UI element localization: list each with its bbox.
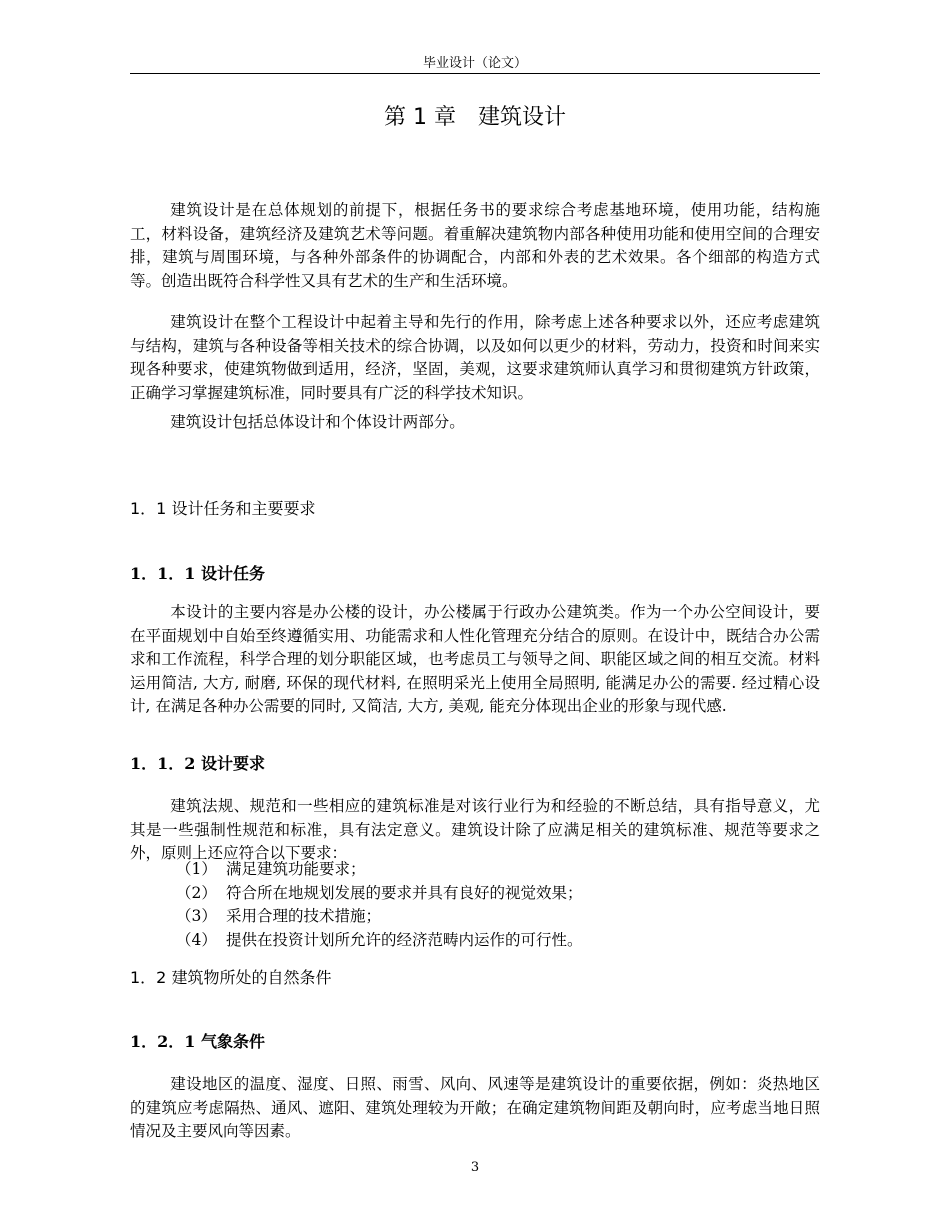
section-1-1-2-paragraph: 建筑法规、规范和一些相应的建筑标准是对该行业行为和经验的不断总结，具有指导意义，尤其是一些强制性规范和标准，具有法定意义。建筑设计除了应满足相关的建筑标准、规范等要求之外，原则上还应符合以下要求： (130, 797, 820, 862)
section-1-2-heading: 1．2 建筑物所处的自然条件 (130, 968, 332, 987)
list-item-number: （1） (176, 860, 217, 878)
list-item (176, 882, 583, 906)
header-rule (130, 73, 820, 74)
section-1-2-1-paragraph: 建设地区的温度、湿度、日照、雨雪、风向、风速等是建筑设计的重要依据，例如：炎热地区的建筑应考虑隔热、通风、遮阳、建筑处理较为开敞；在确定建筑物间距及朝向时，应考虑当地日照情况及主要风向等因素。 (130, 1075, 820, 1140)
section-1-1-heading: 1．1 设计任务和主要要求 (130, 499, 316, 518)
section-1-1-2-heading: 1．1．2 设计要求 (130, 754, 265, 773)
list-item (176, 929, 583, 953)
list-item (176, 905, 583, 929)
section-1-2-1-heading: 1．2．1 气象条件 (130, 1032, 265, 1051)
intro-paragraph-2: 建筑设计在整个工程设计中起着主导和先行的作用，除考虑上述各种要求以外，还应考虑建筑与结构，建筑与各种设备等相关技术的综合协调，以及如何以更少的材料，劳动力，投资和时间来实现各种要求，使建筑物做到适用，经济，坚固，美观，这要求建筑师认真学习和贯彻建筑方针政策，正确学习掌握建筑标准，同时要具有广泛的科学技术知识。 (130, 313, 820, 402)
list-item-text: 采用合理的技术措施； (226, 907, 382, 925)
list-item-number: （3） (176, 907, 217, 925)
intro-paragraph-1: 建筑设计是在总体规划的前提下，根据任务书的要求综合考虑基地环境，使用功能，结构施工，材料设备，建筑经济及建筑艺术等问题。着重解决建筑物内部各种使用功能和使用空间的合理安排，建筑与周围环境，与各种外部条件的协调配合，内部和外表的艺术效果。各个细部的构造方式等。创造出既符合科学性又具有艺术的生产和生活环境。 (130, 201, 820, 290)
list-item (176, 858, 583, 882)
intro-paragraph-3: 建筑设计包括总体设计和个体设计两部分。 (170, 413, 465, 431)
chapter-title: 第 1 章 建筑设计 (384, 105, 566, 130)
list-item-number: （4） (176, 930, 217, 949)
section-1-1-1-paragraph: 本设计的主要内容是办公楼的设计，办公楼属于行政办公建筑类。作为一个办公空间设计，要在平面规划中自始至终遵循实用、功能需求和人性化管理充分结合的原则。在设计中，既结合办公需求和工作流程，科学合理的划分职能区域，也考虑员工与领导之间、职能区域之间的相互交流。材料运用简洁, 大方, 耐磨, 环保的现代材料, 在照明采光上使用全局照明, 能满足办公的需要. 经过精心设计, 在满足各种办公需要的同时, 又简洁, 大方, 美观, 能充分体现出企业的形象与现代感. (130, 603, 820, 715)
page-number: 3 (470, 1160, 480, 1175)
section-1-1-1-heading: 1．1．1 设计任务 (130, 564, 265, 583)
page-header: 毕业设计（论文） (422, 56, 527, 71)
list-item-text: 符合所在地规划发展的要求并具有良好的视觉效果； (226, 883, 583, 902)
requirements-list (176, 858, 583, 952)
list-item-number: （2） (176, 883, 217, 902)
list-item-text: 满足建筑功能要求； (226, 860, 366, 878)
list-item-text: 提供在投资计划所允许的经济范畴内运作的可行性。 (226, 930, 583, 949)
